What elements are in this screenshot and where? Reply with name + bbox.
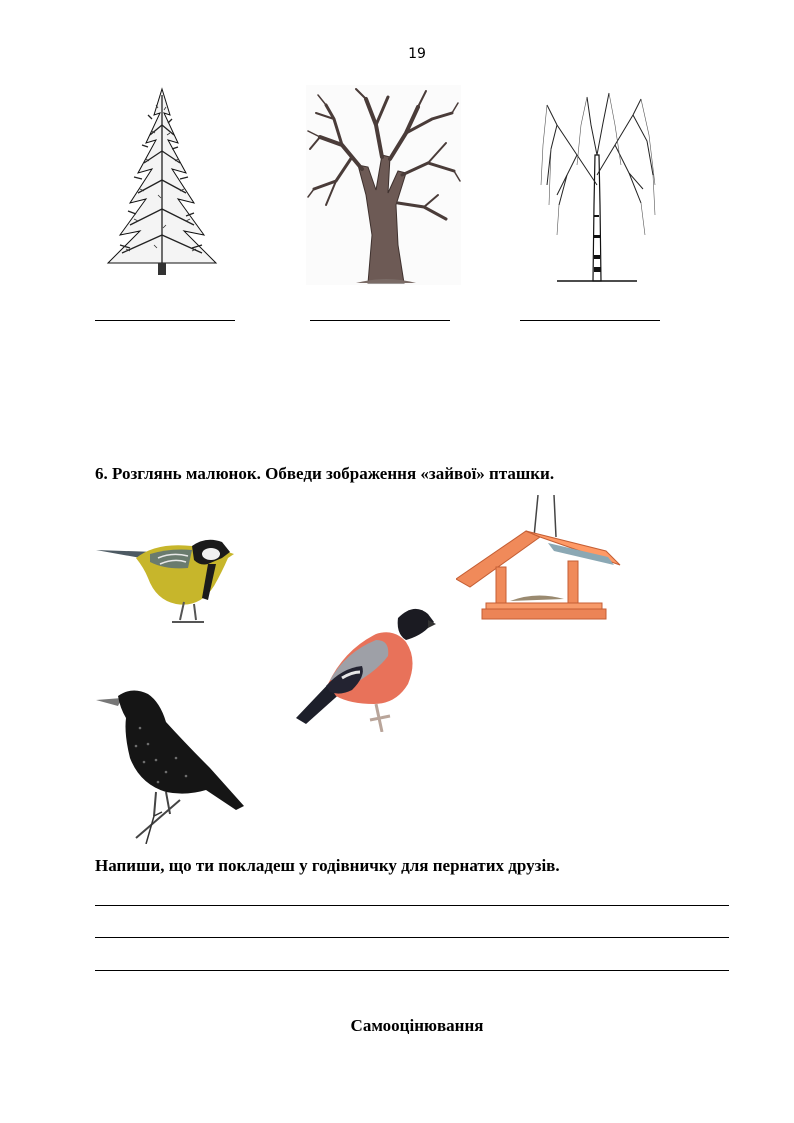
writing-answer-line-2[interactable] bbox=[95, 937, 729, 938]
bullfinch-bird-image[interactable] bbox=[294, 600, 436, 732]
feeder-writing-prompt: Напиши, що ти покладеш у годівничку для пернатих друзів. bbox=[95, 856, 560, 875]
self-assessment-title: Самооцінювання bbox=[350, 1016, 484, 1035]
starling-bird-image[interactable] bbox=[96, 688, 246, 844]
page-number: 19 bbox=[408, 46, 426, 62]
birch-tree-image bbox=[537, 85, 659, 285]
spruce-tree-image bbox=[98, 85, 226, 285]
task-6-heading: 6. Розглянь малюнок. Обведи зображення «зайвої» пташки. bbox=[95, 464, 555, 483]
great-tit-bird-image[interactable] bbox=[96, 528, 241, 628]
tree-answer-line-2[interactable] bbox=[310, 320, 450, 321]
writing-answer-line-3[interactable] bbox=[95, 970, 729, 971]
writing-answer-line-1[interactable] bbox=[95, 905, 729, 906]
tree-answer-line-3[interactable] bbox=[520, 320, 660, 321]
oak-tree-image bbox=[306, 85, 461, 285]
tree-answer-line-1[interactable] bbox=[95, 320, 235, 321]
bird-feeder-image[interactable] bbox=[456, 495, 621, 623]
